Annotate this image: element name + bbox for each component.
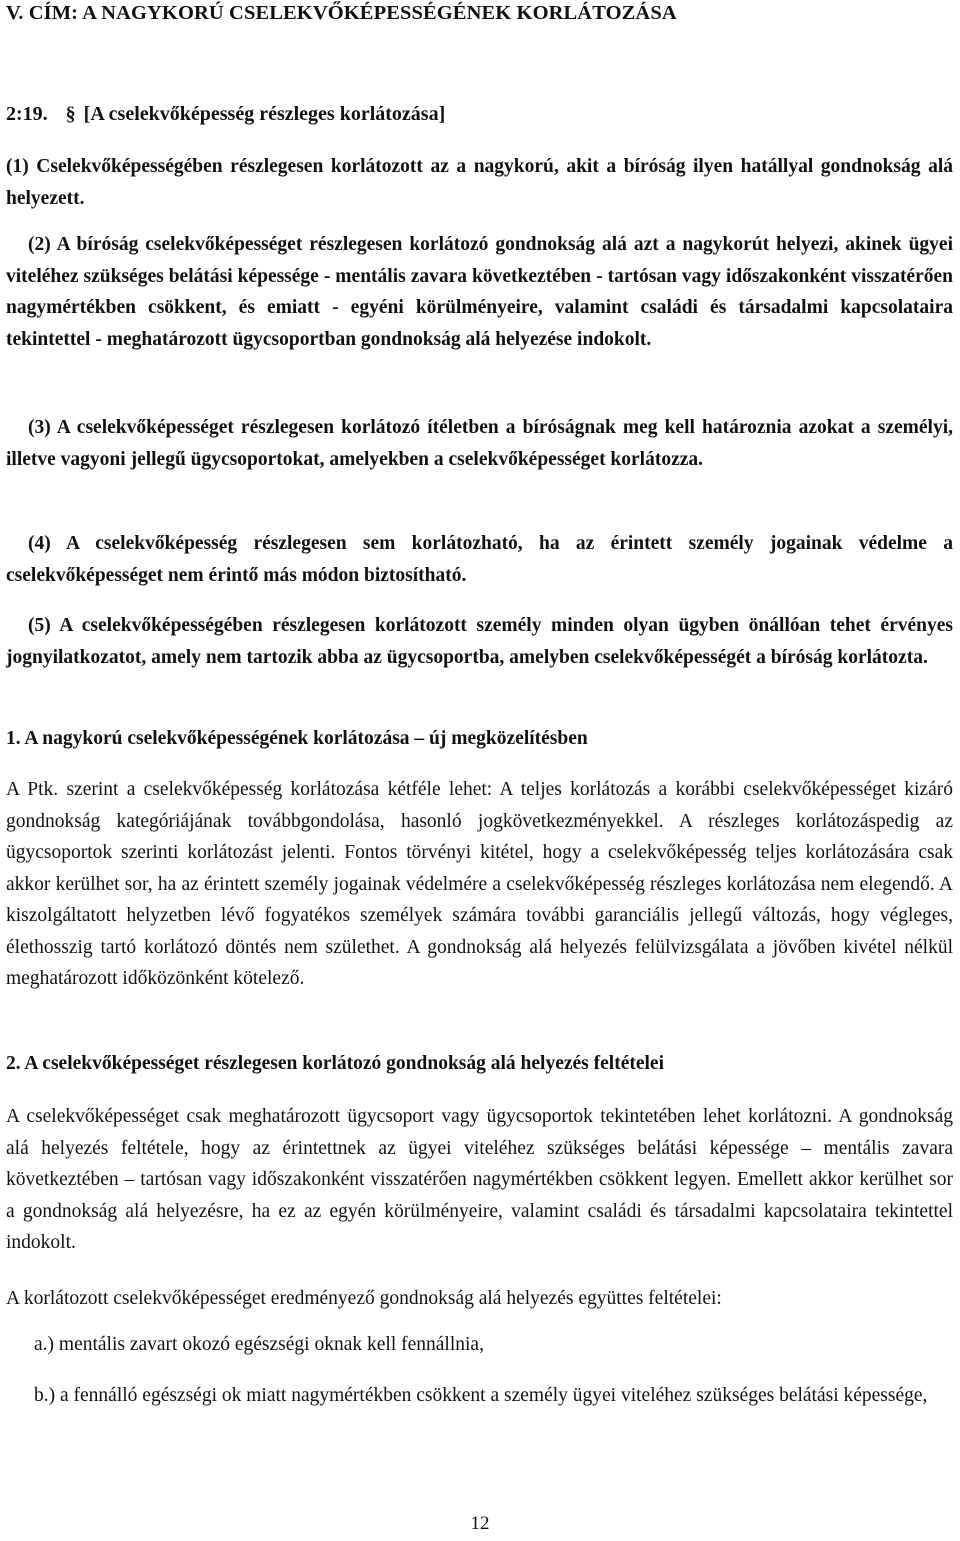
paragraph-4: (4) A cselekvőképesség részlegesen sem korlátozható, ha az érintett személy jogainak védelme a cselekvőképességet nem érintő más módon biztosítható. xyxy=(6,533,953,586)
list-item-b: b.) a fennálló egészségi ok miatt nagymértékben csökkent a személy ügyei viteléhez szükséges belátási képessége, xyxy=(34,1385,928,1406)
paragraph-5: (5) A cselekvőképességében részlegesen korlátozott személy minden olyan ügyben önállóan tehet érvényes jognyilatkozatot, amely nem tartozik abba az ügycsoportba, amelyben cselekvőképességét a bíróság korlátozta. xyxy=(6,615,953,668)
paragraph-1: (1) Cselekvőképességében részlegesen korlátozott az a nagykorú, akit a bíróság ilyen hatállyal gondnokság alá helyezett. xyxy=(6,156,953,209)
heading-1: 1. A nagykorú cselekvőképességének korlátozása – új megközelítésben xyxy=(6,728,588,749)
chapter-title: V. CÍM: A NAGYKORÚ CSELEKVŐKÉPESSÉGÉNEK KORLÁTOZÁSA xyxy=(6,2,677,24)
section-title: [A cselekvőképesség részleges korlátozása] xyxy=(83,103,446,125)
body-text-1: A Ptk. szerint a cselekvőképesség korlátozása kétféle lehet: A teljes korlátozás a korábbi cselekvőképességet kizáró gondnokság kategóriájának továbbgondolása, hasonló jogkövetkezményekkel. A részleges korlátozáspedig az ügycsoportok szerinti korlátozást jelenti. Fontos törvényi kitétel, hogy a cselekvőképesség teljes korlátozására csak akkor kerülhet sor, ha az érintett személy jogainak védelmére a cselekvőképesség részleges korlátozása nem elegendő. A kiszolgáltatott helyzetben lévő fogyatékos személyek számára további garanciális jellegű változás, hogy végleges, élethosszig tartó korlátozó döntés nem születhet. A gondnokság alá helyezés felülvizsgálata a jövőben kivétel nélkül meghatározott időközönként kötelező. xyxy=(6,779,953,989)
section-heading xyxy=(6,103,445,126)
section-number: 2:19. xyxy=(6,103,48,125)
list-item-a: a.) mentális zavart okozó egészségi oknak kell fennállnia, xyxy=(34,1334,484,1355)
paragraph-2: (2) A bíróság cselekvőképességet részlegesen korlátozó gondnokság alá azt a nagykorút helyezi, akinek ügyei viteléhez szükséges belátási képessége - mentális zavara következtében - tartósan vagy időszakonként visszatérően nagymértékben csökkent, és emiatt - egyéni körülményeire, valamint családi és társadalmi kapcsolataira tekintettel - meghatározott ügycsoportban gondnokság alá helyezése indokolt. xyxy=(6,234,953,350)
body-text-2: A cselekvőképességet csak meghatározott ügycsoport vagy ügycsoportok tekintetében lehet korlátozni. A gondnokság alá helyezés feltétele, hogy az érintettnek az ügyei viteléhez szükséges belátási képessége – mentális zavara következtében – tartósan vagy időszakonként visszatérően nagymértékben csökkent legyen. Emellett akkor kerülhet sor a gondnokság alá helyezésre, ha ez az egyén körülményeire, valamint családi és társadalmi kapcsolataira tekintettel indokolt. xyxy=(6,1106,953,1253)
paragraph-3: (3) A cselekvőképességet részlegesen korlátozó ítéletben a bíróságnak meg kell határoznia azokat a személyi, illetve vagyoni jellegű ügycsoportokat, amelyekben a cselekvőképességet korlátozza. xyxy=(6,417,953,470)
page-number: 12 xyxy=(470,1513,490,1534)
heading-2: 2. A cselekvőképességet részlegesen korlátozó gondnokság alá helyezés feltételei xyxy=(6,1053,665,1074)
section-sign: § xyxy=(65,103,76,125)
body-text-3: A korlátozott cselekvőképességet eredményező gondnokság alá helyezés együttes feltételei: xyxy=(6,1288,722,1309)
